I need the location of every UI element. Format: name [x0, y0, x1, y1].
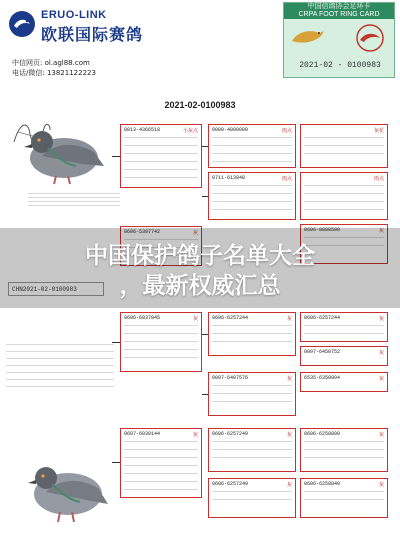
crpa-emblem-icon	[352, 23, 388, 53]
connector-line	[202, 146, 208, 147]
article-title-line-1: 中国保护鸽子名单大全	[85, 243, 315, 269]
ring-id: 0000-4000000	[212, 127, 249, 133]
ancestor-box-right-4	[300, 312, 388, 342]
ancestor-box-granddam	[208, 172, 296, 220]
color-tag: 雨点	[281, 128, 292, 134]
ring-id: 6535-6350004	[304, 375, 341, 381]
pigeon-photo-bottom	[14, 446, 114, 528]
ring-id: 0606-6257249	[212, 431, 249, 437]
eruo-link-logo	[8, 8, 158, 42]
ring-id: 0711-613948	[212, 175, 246, 181]
color-tag: 雨点	[281, 176, 292, 182]
ring-id: 0607-6030144	[124, 431, 161, 437]
ancestor-box-right-6	[300, 372, 388, 392]
ancestor-box-dam	[120, 312, 202, 372]
ancestor-box-sire	[120, 124, 202, 188]
ring-card-heading	[284, 3, 394, 19]
connector-line	[202, 196, 208, 197]
logo-mark-icon	[8, 10, 36, 38]
color-tag: 灰	[378, 376, 384, 382]
color-tag: 灰花	[373, 128, 384, 134]
ancestor-box-lower	[120, 428, 202, 498]
foot-ring-card	[283, 2, 395, 78]
ancestor-box-right-5	[300, 346, 388, 366]
ring-id: 0097-6407576	[212, 375, 249, 381]
ring-id: 0606-5397742	[124, 229, 161, 235]
article-title-overlay	[0, 241, 400, 301]
color-tag: 灰	[378, 350, 384, 356]
ancestor-box-dam-sire	[208, 312, 296, 356]
connector-line	[112, 342, 120, 343]
card-pigeon-icon	[290, 25, 326, 49]
color-tag: 灰	[286, 482, 292, 488]
connector-line	[202, 334, 208, 335]
ancestor-box-grandsire	[208, 124, 296, 168]
ancestor-box-right-1	[300, 124, 388, 168]
left-notes-lower	[6, 338, 114, 430]
color-tag: 灰	[286, 376, 292, 382]
color-tag: 灰	[378, 432, 384, 438]
ring-id: 0606-6257244	[212, 315, 249, 321]
color-tag: 小灰点	[182, 128, 198, 134]
ring-card-title-en: CRPA FOOT RING CARD	[298, 11, 380, 18]
ring-id: 0606-6037045	[124, 315, 161, 321]
ancestor-box-lower-dam	[208, 478, 296, 518]
left-notes-upper	[28, 190, 120, 226]
ring-id: 0606-6257249	[212, 481, 249, 487]
color-tag: 灰	[192, 432, 198, 438]
color-tag: 灰	[378, 228, 384, 234]
ring-id: 0606-6258800	[304, 431, 341, 437]
article-title-line-2: ，最新权威汇总	[119, 273, 281, 299]
color-tag: 雨点	[373, 176, 384, 182]
ring-id: 0606-8888500	[304, 227, 341, 233]
ancestor-box-right-8	[300, 478, 388, 518]
ring-id: 0097-6450752	[304, 349, 341, 355]
ring-card-title-cn: 中国信鸽协会足环卡	[307, 3, 371, 10]
color-tag: 灰	[286, 316, 292, 322]
pigeon-photo-top	[12, 112, 112, 190]
ring-id: 0606-6257244	[304, 315, 341, 321]
ring-id: 0606-6258840	[304, 481, 341, 487]
color-tag: 灰	[286, 432, 292, 438]
contact-website: 中信网页: ol.agl88.com	[12, 59, 90, 67]
color-tag: 灰	[192, 316, 198, 322]
ancestor-box-lower-sire	[208, 428, 296, 472]
connector-line	[112, 462, 120, 463]
color-tag: 灰	[378, 316, 384, 322]
pedigree-id-title: 2021-02-0100983	[164, 100, 236, 110]
contact-phone: 电话/微信: 13821122223	[12, 69, 96, 77]
contact-info	[12, 58, 96, 78]
pedigree-footer-id: CHN2021-02-0100983	[8, 282, 104, 296]
ring-id: 0813-4366518	[124, 127, 161, 133]
connector-line	[202, 394, 208, 395]
ancestor-box-right-7	[300, 428, 388, 472]
color-tag: 灰	[378, 482, 384, 488]
ancestor-box-right-2	[300, 172, 388, 220]
ring-number: 2021-02 - 0100983	[299, 61, 381, 70]
logo-chinese: 欧联国际赛鸽	[41, 25, 144, 44]
color-tag: 灰	[192, 230, 198, 236]
ancestor-box-dam-dam	[208, 372, 296, 416]
logo-english: ERUO-LINK	[41, 9, 107, 21]
connector-line	[112, 156, 120, 157]
